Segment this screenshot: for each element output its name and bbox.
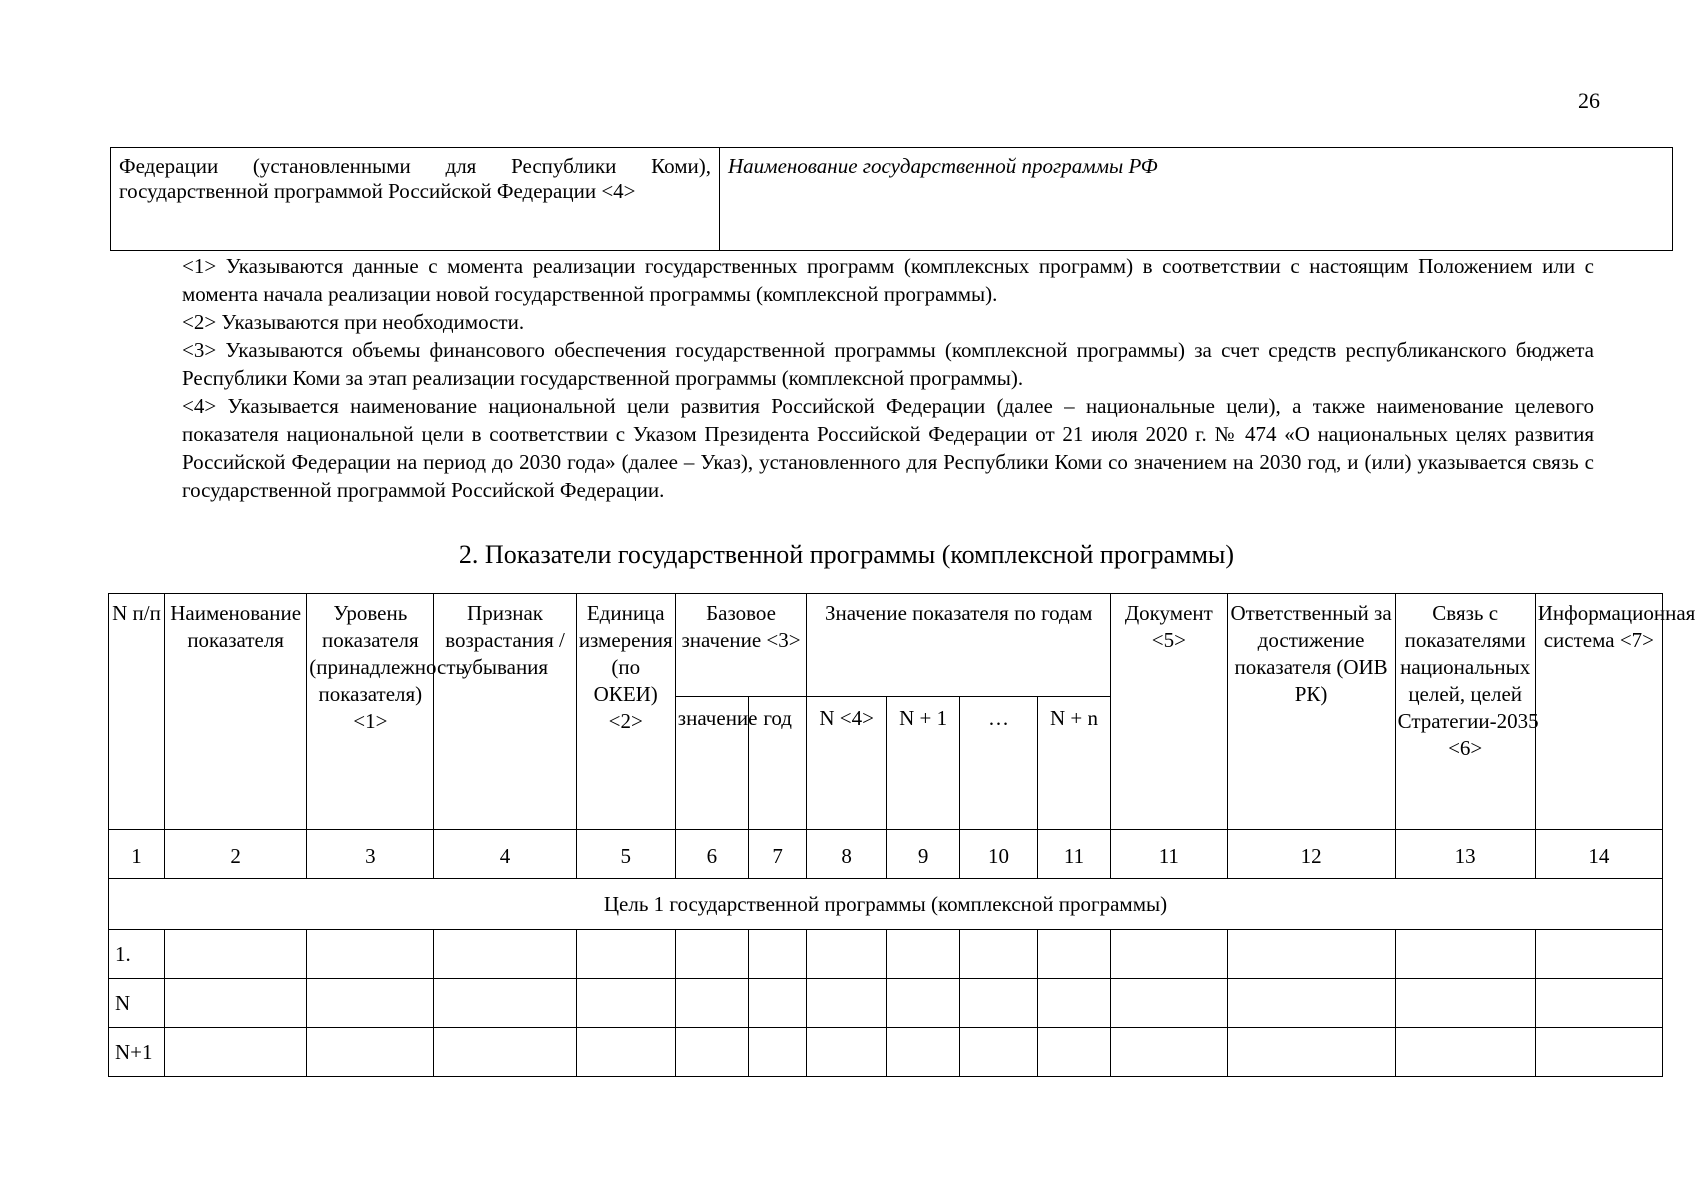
empty-cell	[434, 979, 576, 1028]
empty-cell	[749, 979, 807, 1028]
table-row	[109, 979, 1663, 1028]
header-year-n: N <4>	[807, 697, 887, 830]
column-number: 12	[1227, 830, 1395, 879]
top-table-left-cell: Федерации (установленными для Республики Коми), государственной программой Российской Федерации <4>	[111, 148, 720, 251]
footnote-3: <3> Указываются объемы финансового обеспечения государственной программы (комплексной программы) за счет средств республиканского бюджета Республики Коми за этап реализации государственной программы (комплексной программы).	[182, 338, 1594, 390]
empty-cell	[675, 1028, 748, 1077]
empty-cell	[1111, 1028, 1227, 1077]
column-number: 1	[109, 830, 165, 879]
page-number: 26	[1578, 88, 1600, 113]
column-number: 4	[434, 830, 576, 879]
empty-cell	[1535, 979, 1662, 1028]
column-number: 6	[675, 830, 748, 879]
column-number: 5	[576, 830, 675, 879]
empty-cell	[434, 1028, 576, 1077]
goal-row	[109, 879, 1663, 930]
header-year-dots: …	[960, 697, 1038, 830]
header-name: Наименование показателя	[165, 594, 307, 830]
empty-cell	[1111, 930, 1227, 979]
empty-cell	[165, 979, 307, 1028]
header-unit: Единица измерения (по ОКЕИ) <2>	[576, 594, 675, 830]
header-sign: Признак возрастания /убывания	[434, 594, 576, 830]
header-values-by-years: Значение показателя по годам	[807, 594, 1111, 697]
header-base: Базовое значение <3>	[675, 594, 806, 697]
row-number: N	[109, 979, 165, 1028]
column-number: 9	[886, 830, 959, 879]
header-link: Связь с показателями национальных целей, целей Стратегии-2035 <6>	[1395, 594, 1535, 830]
table-row	[109, 930, 1663, 979]
empty-cell	[1037, 979, 1110, 1028]
empty-cell	[749, 930, 807, 979]
empty-cell	[165, 1028, 307, 1077]
footnotes	[182, 252, 1594, 504]
empty-cell	[1227, 1028, 1395, 1077]
header-document: Документ <5>	[1111, 594, 1227, 830]
empty-cell	[960, 930, 1038, 979]
column-number: 8	[807, 830, 887, 879]
empty-cell	[1395, 930, 1535, 979]
top-table-right-cell: Наименование государственной программы РФ	[720, 148, 1673, 251]
empty-cell	[1395, 1028, 1535, 1077]
empty-cell	[1111, 979, 1227, 1028]
footnote-2: <2> Указываются при необходимости.	[182, 310, 525, 334]
table-row	[109, 1028, 1663, 1077]
header-row-1	[109, 594, 1663, 697]
indicators-table	[108, 593, 1695, 1077]
empty-cell	[675, 930, 748, 979]
section-title: 2. Показатели государственной программы (комплексной программы)	[458, 540, 1235, 569]
empty-cell	[307, 930, 434, 979]
header-base-year: год	[749, 697, 807, 830]
header-base-value: значение	[675, 697, 748, 830]
empty-cell	[960, 979, 1038, 1028]
top-table	[110, 147, 1673, 251]
header-np: N п/п	[109, 594, 165, 830]
footnote-1: <1> Указываются данные с момента реализации государственных программ (комплексных программ) в соответствии с настоящим Положением или с момента начала реализации новой государственной программы (комплексной программы).	[182, 254, 1594, 306]
empty-cell	[886, 1028, 959, 1077]
empty-cell	[749, 1028, 807, 1077]
column-number: 11	[1111, 830, 1227, 879]
empty-cell	[807, 979, 887, 1028]
empty-cell	[1227, 979, 1395, 1028]
row-number: 1.	[109, 930, 165, 979]
column-number: 3	[307, 830, 434, 879]
empty-cell	[576, 1028, 675, 1077]
column-number: 2	[165, 830, 307, 879]
empty-cell	[307, 979, 434, 1028]
header-year-n1: N + 1	[886, 697, 959, 830]
header-info-system: Информационная система <7>	[1535, 594, 1662, 830]
empty-cell	[1037, 1028, 1110, 1077]
empty-cell	[576, 930, 675, 979]
column-number: 14	[1535, 830, 1662, 879]
empty-cell	[1535, 930, 1662, 979]
empty-cell	[1037, 930, 1110, 979]
empty-cell	[165, 930, 307, 979]
header-year-nn: N + n	[1037, 697, 1110, 830]
empty-cell	[675, 979, 748, 1028]
goal-label: Цель 1 государственной программы (комплексной программы)	[109, 879, 1663, 930]
empty-cell	[807, 930, 887, 979]
header-responsible: Ответственный за достижение показателя (ОИВ РК)	[1227, 594, 1395, 830]
empty-cell	[886, 930, 959, 979]
empty-cell	[1395, 979, 1535, 1028]
empty-cell	[434, 930, 576, 979]
column-number: 10	[960, 830, 1038, 879]
empty-cell	[886, 979, 959, 1028]
row-number: N+1	[109, 1028, 165, 1077]
column-numbers-row	[109, 830, 1663, 879]
empty-cell	[576, 979, 675, 1028]
column-number: 13	[1395, 830, 1535, 879]
empty-cell	[807, 1028, 887, 1077]
column-number: 7	[749, 830, 807, 879]
header-level: Уровень показателя (принадлежность показателя) <1>	[307, 594, 434, 830]
footnote-4: <4> Указывается наименование национальной цели развития Российской Федерации (далее – национальные цели), а также наименование целевого показателя национальной цели в соответствии с Указом Президента Российской Федерации от 21 июля 2020 г. № 474 «О национальных целях развития Российской Федерации на период до 2030 года» (далее – Указ), установленного для Республики Коми со значением на 2030 год, и (или) указывается связь с государственной программой Российской Федерации.	[182, 394, 1594, 502]
empty-cell	[1227, 930, 1395, 979]
empty-cell	[307, 1028, 434, 1077]
empty-cell	[1535, 1028, 1662, 1077]
column-number: 11	[1037, 830, 1110, 879]
empty-cell	[960, 1028, 1038, 1077]
